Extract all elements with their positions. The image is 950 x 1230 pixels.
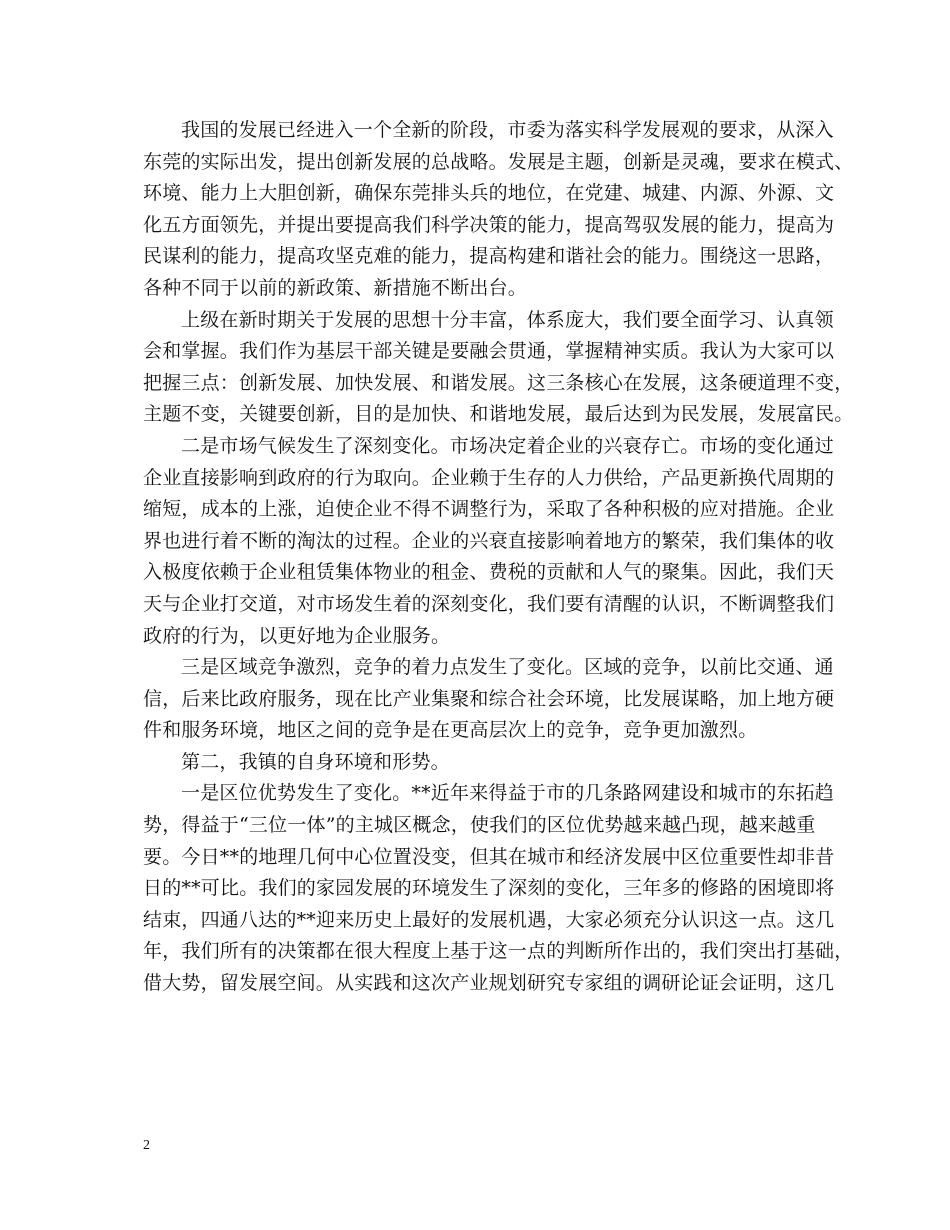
text-line: 要。今日**的地理几何中心位置没变，但其在城市和经济发展中区位重要性却非昔 [143, 845, 835, 868]
document-body [143, 115, 854, 1000]
text-line: 势，得益于“三位一体”的主城区概念，使我们的区位优势越来越凸现，越来越重 [143, 814, 816, 837]
text-line: 日的**可比。我们的家园发展的环境发生了深刻的变化，三年多的修路的困境即将 [143, 877, 835, 900]
text-line: 我国的发展已经进入一个全新的阶段，市委为落实科学发展观的要求，从深入 [181, 119, 834, 141]
text-line: 信，后来比政府服务，现在比产业集聚和综合社会环境，比发展谋略，加上地方硬 [143, 687, 835, 710]
text-line: 会和掌握。我们作为基层干部关键是要融会贯通，掌握精神实质。我认为大家可以 [143, 340, 835, 363]
text-line: 界也进行着不断的淘汰的过程。企业的兴衰直接影响着地方的繁荣，我们集体的收 [143, 529, 835, 552]
text-line: 三是区域竞争激烈，竞争的着力点发生了变化。区域的竞争，以前比交通、通 [181, 656, 834, 679]
text-line: 政府的行为，以更好地为企业服务。 [143, 624, 451, 647]
text-line: 上级在新时期关于发展的思想十分丰富，体系庞大，我们要全面学习、认真领 [181, 308, 834, 331]
text-line: 天与企业打交道，对市场发生着的深刻变化，我们要有清醒的认识，不断调整我们 [143, 592, 835, 615]
text-line: 东莞的实际出发，提出创新发展的总战略。发展是主题，创新是灵魂，要求在模式、 [143, 150, 854, 173]
text-line: 年，我们所有的决策都在很大程度上基于这一点的判断所作出的，我们突出打基础， [143, 940, 854, 963]
text-line: 环境、能力上大胆创新，确保东莞排头兵的地位，在党建、城建、内源、外源、文 [143, 182, 835, 205]
text-line: 一是区位优势发生了变化。**近年来得益于市的几条路网建设和城市的东拓趋 [181, 782, 835, 805]
text-line: 入极度依赖于企业租赁集体物业的租金、费税的贡献和人气的聚集。因此，我们天 [143, 561, 835, 584]
text-line: 缩短，成本的上涨，迫使企业不得不调整行为，采取了各种积极的应对措施。企业 [143, 498, 835, 521]
page-number: 2 [143, 1138, 150, 1153]
text-line: 结束，四通八达的**迎来历史上最好的发展机遇，大家必须充分认识这一点。这几 [143, 908, 835, 931]
text-line: 化五方面领先，并提出要提高我们科学决策的能力，提高驾驭发展的能力，提高为 [143, 213, 835, 236]
text-line: 民谋利的能力，提高攻坚克难的能力，提高构建和谐社会的能力。围绕这一思路， [143, 245, 835, 268]
text-line: 二是市场气候发生了深刻变化。市场决定着企业的兴衰存亡。市场的变化通过 [181, 434, 834, 457]
text-line: 各种不同于以前的新政策、新措施不断出台。 [143, 276, 528, 299]
text-line: 主题不变，关键要创新，目的是加快、和谐地发展，最后达到为民发展，发展富民。 [143, 403, 854, 426]
text-line: 件和服务环境，地区之间的竞争是在更高层次上的竞争，竞争更加激烈。 [143, 719, 758, 742]
text-line: 借大势，留发展空间。从实践和这次产业规划研究专家组的调研论证会证明，这几 [143, 972, 835, 995]
text-line: 第二，我镇的自身环境和形势。 [181, 750, 450, 773]
text-line: 把握三点：创新发展、加快发展、和谐发展。这三条核心在发展，这条硬道理不变， [143, 371, 854, 394]
text-line: 企业直接影响到政府的行为取向。企业赖于生存的人力供给，产品更新换代周期的 [143, 466, 835, 489]
